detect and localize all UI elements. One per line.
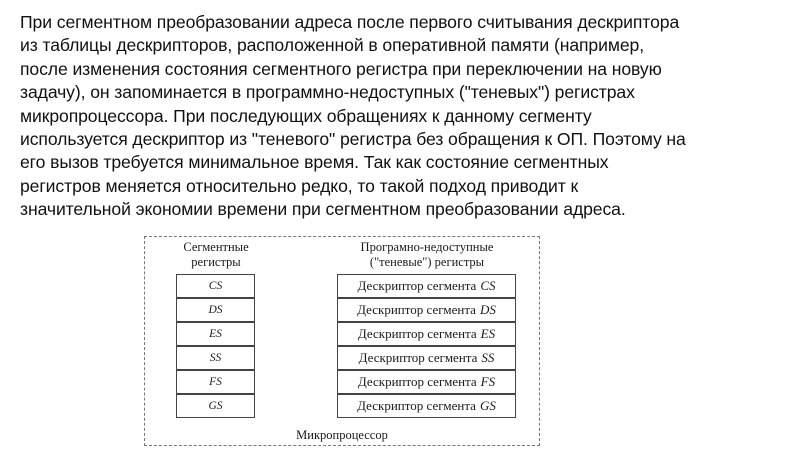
descriptor-segment-name: GS (479, 398, 496, 414)
paragraph-line: микропроцессора. При последующих обращениях к данному сегменту (20, 105, 592, 126)
shadow-registers-header-line: ("теневые") регистры (369, 255, 485, 269)
shadow-register-cell (337, 346, 516, 370)
paragraph-line: используется дескриптор из "теневого" регистра без обращения к ОП. Поэтому на (20, 129, 686, 150)
microprocessor-caption: Микропроцессор (296, 428, 388, 442)
segment-registers-header-line: Сегментные (183, 240, 249, 254)
descriptor-segment-name: DS (479, 301, 496, 317)
descriptor-label: Дескриптор сегмента (357, 301, 476, 317)
segment-register-cell (176, 346, 255, 370)
segment-register-cell (176, 322, 255, 346)
descriptor-segment-name: SS (481, 350, 495, 366)
shadow-registers-column (337, 274, 516, 419)
descriptor-segment-name: ES (480, 325, 496, 341)
shadow-registers-header (336, 240, 518, 270)
shadow-register-cell (337, 394, 516, 418)
descriptor-label: Дескриптор сегмента (358, 350, 478, 366)
paragraph-line: значительной экономии времени при сегментном преобразовании адреса. (20, 199, 626, 220)
segment-register-name: SS (209, 351, 222, 364)
segment-registers-header-line: регистры (191, 255, 241, 269)
descriptor-label: Дескриптор сегмента (357, 398, 476, 414)
shadow-register-cell (337, 370, 516, 394)
segment-register-name: ES (209, 327, 222, 340)
descriptor-label: Дескриптор сегмента (357, 277, 477, 293)
segment-register-name: GS (208, 399, 223, 412)
descriptor-label: Дескриптор сегмента (357, 374, 477, 390)
paragraph-line: из таблицы дескрипторов, расположенной в оперативной памяти (например, (20, 35, 644, 56)
paragraph-line: При сегментном преобразовании адреса после первого считывания дескриптора (20, 12, 680, 32)
shadow-register-cell (337, 322, 516, 346)
descriptor-segment-name: FS (480, 374, 496, 390)
segment-register-name: CS (208, 279, 223, 292)
segment-register-cell (176, 370, 255, 394)
shadow-registers-header-line: Програмно-недоступные (360, 240, 494, 254)
segment-register-cell (176, 298, 255, 322)
segment-registers-header (176, 240, 256, 270)
body-paragraph (20, 11, 790, 222)
segment-register-cell (176, 274, 255, 298)
shadow-register-cell (337, 298, 516, 322)
segment-register-name: DS (208, 303, 223, 316)
segment-registers-column (176, 274, 255, 418)
paragraph-line: задачу), он запоминается в программно-недоступных ("теневых") регистрах (20, 82, 635, 103)
paragraph-line: регистров меняется относительно редко, то такой подход приводит к (20, 175, 579, 196)
segment-register-name: FS (209, 375, 222, 388)
descriptor-label: Дескриптор сегмента (357, 325, 477, 341)
segment-register-cell (176, 394, 255, 418)
paragraph-line: его вызов требуется минимальное время. Так как состояние сегментных (20, 152, 609, 173)
paragraph-line: после изменения состояния сегментного регистра при переключении на новую (20, 58, 662, 79)
descriptor-segment-name: CS (480, 277, 496, 293)
shadow-register-cell (337, 274, 516, 298)
